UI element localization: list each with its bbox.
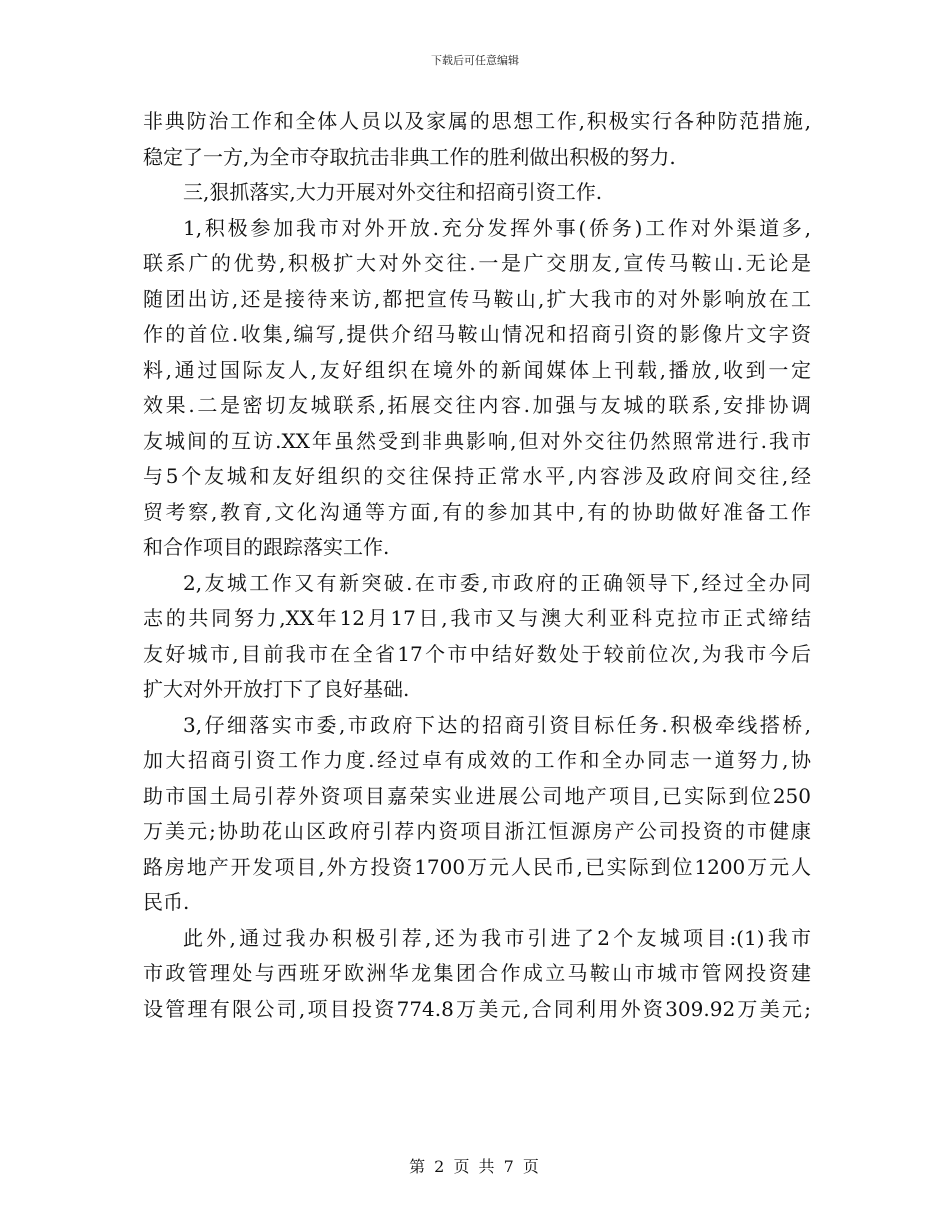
section-heading — [143, 175, 811, 211]
text-line: 万美元;协助花山区政府引荐内资项目浙江恒源房产公司投资的市健康 — [143, 819, 811, 843]
paragraph — [143, 211, 811, 566]
paragraph — [143, 566, 811, 708]
text-line: 志的共同努力,XX年12月17日,我市又与澳大利亚科克拉市正式缔结 — [143, 606, 811, 630]
text-line: 作的首位.收集,编写,提供介绍马鞍山情况和招商引资的影像片文字资 — [143, 322, 811, 346]
paragraph — [143, 921, 811, 1028]
text-line: 扩大对外开放打下了良好基础. — [143, 677, 410, 701]
text-line: 稳定了一方,为全市夺取抗击非典工作的胜利做出积极的努力. — [143, 144, 676, 169]
text-line: 和合作项目的跟踪落实工作. — [143, 535, 390, 559]
text-line: 1,积极参加我市对外开放.充分发挥外事(侨务)工作对外渠道多, — [183, 215, 811, 240]
text-line: 此外,通过我办积极引荐,还为我市引进了2个友城项目:(1)我市 — [183, 925, 811, 950]
paragraph — [143, 104, 811, 175]
text-line: 路房地产开发项目,外方投资1700万元人民币,已实际到位1200万元人 — [143, 854, 811, 879]
text-line: 市政管理处与西班牙欧洲华龙集团合作成立马鞍山市城市管网投资建 — [143, 961, 811, 985]
text-line: 效果.二是密切友城联系,拓展交往内容.加强与友城的联系,安排协调 — [143, 393, 811, 417]
text-line: 2,友城工作又有新突破.在市委,市政府的正确领导下,经过全办同 — [183, 570, 811, 595]
text-line: 随团出访,还是接待来访,都把宣传马鞍山,扩大我市的对外影响放在工 — [143, 286, 811, 311]
text-line: 非典防治工作和全体人员以及家属的思想工作,积极实行各种防范措施, — [143, 109, 811, 133]
text-line: 友好城市,目前我市在全省17个市中结好数处于较前位次,为我市今后 — [143, 641, 811, 666]
text-line: 联系广的优势,积极扩大对外交往.一是广交朋友,宣传马鞍山.无论是 — [143, 251, 811, 275]
text-line: 3,仔细落实市委,市政府下达的招商引资目标任务.积极牵线搭桥, — [183, 712, 811, 737]
document-body — [143, 104, 811, 1027]
text-line: 民币. — [143, 890, 190, 914]
text-line: 友城间的互访.XX年虽然受到非典影响,但对外交往仍然照常进行.我市 — [143, 428, 811, 453]
page-number: 第 2 页 共 7 页 — [409, 1157, 541, 1176]
text-line: 与5个友城和友好组织的交往保持正常水平,内容涉及政府间交往,经 — [143, 464, 811, 488]
text-line: 助市国土局引荐外资项目嘉荣实业进展公司地产项目,已实际到位250 — [143, 783, 811, 808]
text-line: 贸考察,教育,文化沟通等方面,有的参加其中,有的协助做好准备工作 — [143, 499, 811, 524]
text-line: 设管理有限公司,项目投资774.8万美元,合同利用外资309.92万美元; — [143, 996, 811, 1021]
page-header: 下载后可任意编辑 — [431, 54, 519, 67]
paragraph — [143, 708, 811, 921]
text-line: 加大招商引资工作力度.经过卓有成效的工作和全办同志一道努力,协 — [143, 748, 811, 772]
text-line: 三,狠抓落实,大力开展对外交往和招商引资工作. — [183, 180, 603, 204]
text-line: 料,通过国际友人,友好组织在境外的新闻媒体上刊载,播放,收到一定 — [143, 357, 811, 382]
